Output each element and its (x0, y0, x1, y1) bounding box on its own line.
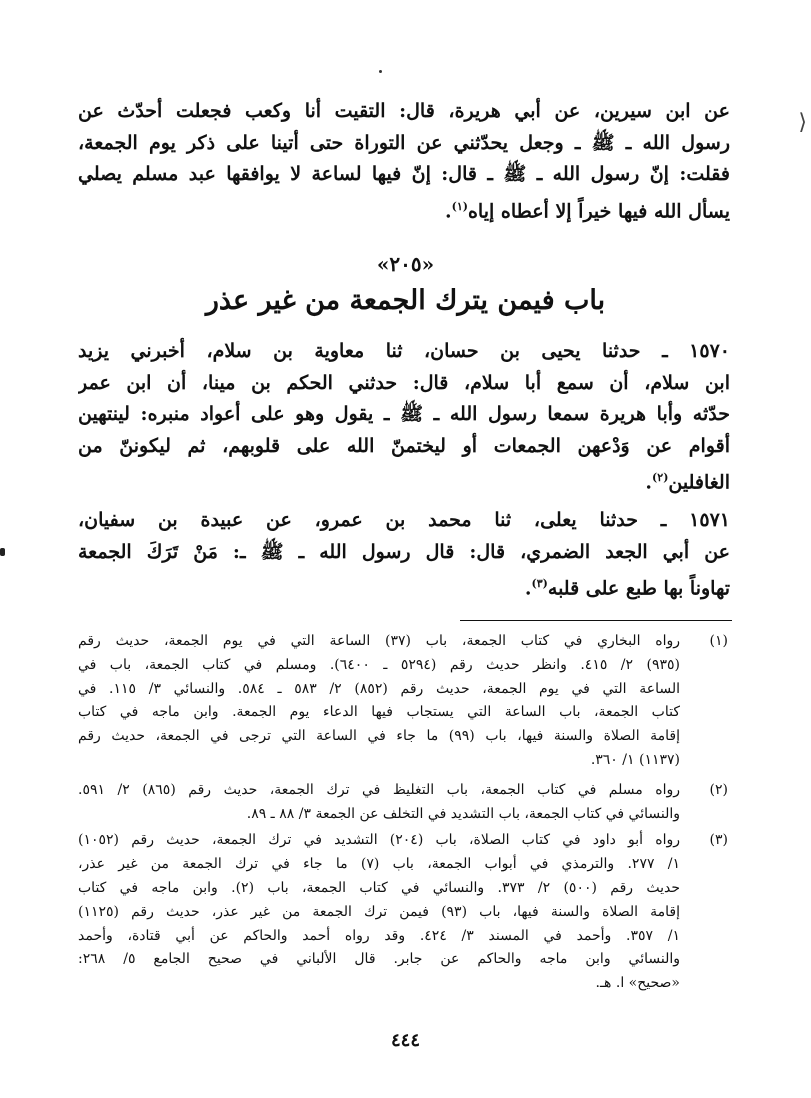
text-line: ١٥٧١ ـ حدثنا يعلى، ثنا محمد بن عمرو، عن عبيدة بن سفيان، (78, 509, 730, 531)
footnote-line: رواه مسلم في كتاب الجمعة، باب التغليظ في ترك الجمعة، حديث رقم (٨٦٥) ٢/ ٥٩١. (78, 781, 680, 798)
text-line: أقوام عن وَدْعهن الجمعات أو ليختمنّ الله على قلوبهم، ثم ليكوننّ من (78, 434, 730, 457)
text-line: الغافلين$^{(٢)}$. (645, 471, 730, 494)
hadith-1570 (78, 336, 730, 499)
text-line: ابن سلام، أن سمع أبا سلام، قال: حدثني الحكم بن مينا، أن ابن عمر (78, 371, 730, 394)
footnote-line: رواه أبو داود في كتاب الصلاة، باب (٢٠٤) التشديد في ترك الجمعة، حديث رقم (١٠٥٢) (78, 832, 680, 849)
intro-paragraph (78, 96, 730, 227)
footnote-line: والنسائي في كتاب الجمعة، باب التشديد في التخلف عن الجمعة ٣/ ٨٨ ـ ٨٩. (246, 805, 680, 822)
footnote-1 (78, 630, 728, 773)
footnote-line: «صحيح» ا. هـ. (595, 975, 680, 992)
hadith-1571 (78, 505, 730, 605)
footnote-number: (٢) (709, 781, 728, 798)
text-line: تهاوناً بها طبع على قلبه$^{(٣)}$. (524, 577, 730, 600)
footnote-line: رواه البخاري في كتاب الجمعة، باب (٣٧) الساعة التي في يوم الجمعة، حديث رقم (78, 633, 680, 649)
footnote-ref: (٢) (652, 471, 669, 484)
text-line-body: يسأل الله فيها خيراً إلا أعطاه إياه (467, 199, 730, 222)
footnote-line: الساعة التي في يوم الجمعة، حديث رقم (٨٥٢) ٢/ ٥٨٣ ـ ٥٨٤. والنسائي ٣/ ١١٥. في (78, 680, 680, 697)
text-line: يسأل الله فيها خيراً إلا أعطاه إياه$^{(١)}$. (444, 199, 730, 222)
footnote-line: إقامة الصلاة والسنة فيها، باب (٩٣) فيمن ترك الجمعة من غير عذر، حديث رقم (١١٢٥) (78, 903, 680, 920)
text-line-body: تهاوناً بها طبع على قلبه (547, 577, 730, 600)
text-line: ١٥٧٠ ـ حدثنا يحيى بن حسان، ثنا معاوية بن سلام، أخبرني يزيد (78, 340, 730, 362)
text-line: رسول الله ـ ﷺ ـ وجعل يحدّثني عن التوراة حتى أتينا على ذكر يوم الجمعة، (78, 131, 730, 154)
chapter-title: باب فيمن يترك الجمعة من غير عذر (205, 285, 606, 316)
footnote-line: ١/ ٣٥٧. وأحمد في المسند ٣/ ٤٢٤. وقد رواه أحمد والحاكم عن أبي قتادة، وأحمد (78, 927, 680, 944)
text-line-body: الغافلين (668, 471, 730, 494)
footnote-line: (١١٣٧) ١/ ٣٦٠. (590, 751, 680, 768)
footnote-number: (١) (709, 633, 728, 649)
text-line: حدّثه وأبا هريرة سمعا رسول الله ـ ﷺ ـ يقول وهو على أعواد منبره: لينتهين (78, 403, 730, 425)
scan-edge-mark: ⟩ (798, 110, 807, 135)
text-line: فقلت: إنّ رسول الله ـ ﷺ ـ قال: إنّ فيها لساعة لا يوافقها عبد مسلم يصلي (78, 163, 730, 185)
footnote-line: حديث رقم (٥٠٠) ٢/ ٣٧٣. والنسائي في كتاب الجمعة، باب (٢). وابن ماجه في كتاب (78, 879, 680, 896)
scan-edge-dot (0, 548, 5, 556)
page-number: ٤٤٤ (390, 1030, 420, 1051)
footnote-3 (78, 829, 728, 996)
footnote-line: ١/ ٢٧٧. والترمذي في أبواب الجمعة، باب (٧) ما جاء في ترك الجمعة من غير عذر، (78, 856, 680, 873)
footnote-number: (٣) (709, 832, 728, 849)
text-line: عن أبي الجعد الضمري، قال: قال رسول الله ـ ﷺ ـ: مَنْ تَرَكَ الجمعة (78, 540, 730, 563)
footnote-divider (460, 620, 732, 621)
footnote-line: (٩٣٥) ٢/ ٤١٥. وانظر حديث رقم (٥٢٩٤ ـ ٦٤٠٠). ومسلم في كتاب الجمعة، باب في (78, 656, 680, 673)
footnote-2 (78, 779, 728, 827)
footnote-line: كتاب الجمعة، باب الساعة التي يستجاب فيها الدعاء يوم الجمعة. وابن ماجه في كتاب (78, 704, 680, 721)
footnote-line: والنسائي وابن ماجه والحاكم عن جابر. قال الألباني في صحيح الجامع ٥/ ٢٦٨: (78, 951, 680, 968)
chapter-number: «٢٠٥» (376, 252, 435, 276)
scan-speck (379, 70, 382, 73)
footnotes (78, 630, 728, 996)
footnote-ref: (١) (451, 199, 468, 213)
footnote-line: إقامة الصلاة والسنة فيها، باب (٩٩) ما جاء في الساعة التي ترجى في الجمعة، حديث رقم (78, 728, 680, 745)
footnote-ref: (٣) (531, 577, 548, 590)
text-line: عن ابن سيرين، عن أبي هريرة، قال: التقيت أنا وكعب فجعلت أحدّث عن (78, 100, 730, 122)
